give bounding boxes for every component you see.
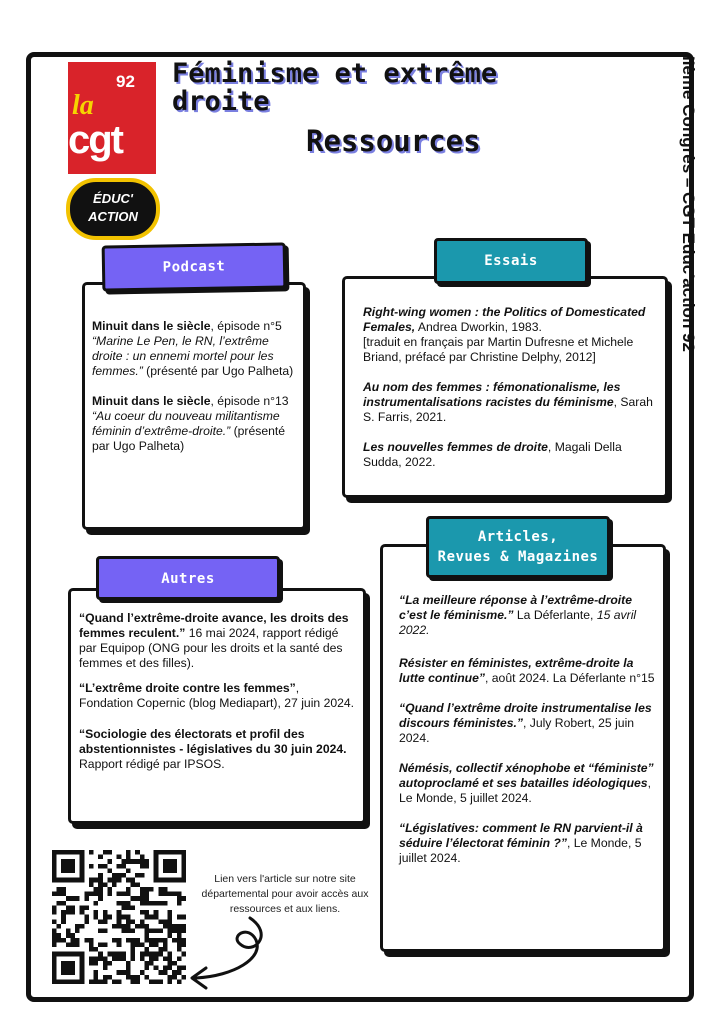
page-title: Féminisme et extrême droite	[172, 58, 498, 117]
tab-articles-line2: Revues & Magazines	[437, 549, 599, 565]
tab-autres: Autres	[96, 556, 280, 600]
autre-item	[79, 727, 355, 772]
cgt-educaction-logo	[60, 60, 160, 240]
side-banner-text: IIème Congrès – CGT Educ'action 92	[679, 56, 698, 352]
article-detail: , Le Monde, 5 juillet 2024.	[399, 836, 642, 865]
logo-cgt: cgt	[68, 118, 122, 162]
article-date: 15 avril 2022.	[399, 608, 637, 637]
logo-number: 92	[116, 72, 135, 91]
essai-item	[363, 380, 655, 425]
podcast-detail: , épisode n°5	[210, 319, 282, 333]
qr-caption: Lien vers l'article sur notre site départemental pour avoir accès aux ressources et aux liens.	[201, 873, 369, 915]
side-banner	[676, 56, 698, 386]
article-detail: , août 2024. La Déferlante n°15	[485, 671, 655, 685]
podcast-item	[92, 394, 295, 454]
podcast-credit: (présenté par Ugo Palheta)	[142, 364, 294, 378]
article-title: “Législatives: comment le RN parvient-il à séduire l’électorat féminin ?”	[399, 821, 643, 850]
tab-articles-line1: Articles,	[477, 529, 559, 545]
article-title: Némésis, collectif xénophobe et “féministe” autoproclamé et ses batailles idéologiques	[399, 761, 654, 790]
essai-title: Right-wing women : the Politics of Domesticated Females,	[363, 305, 646, 334]
podcast-title: Minuit dans le siècle	[92, 394, 211, 408]
article-detail: La Déferlante,	[513, 608, 597, 622]
tab-podcast: Podcast	[102, 242, 287, 291]
logo-educ: ÉDUC'	[93, 191, 133, 206]
podcast-quote: “Marine Le Pen, le RN, l’extrême droite : un ennemi mortel pour les femmes.”	[92, 334, 274, 378]
essai-item	[363, 440, 655, 470]
essai-item	[363, 305, 655, 365]
autre-detail: 16 mai 2024, rapport rédigé par Equipop (ONG pour les droits et la santé des femmes et des filles).	[79, 626, 343, 670]
article-title: Résister en féministes, extrême-droite la lutte continue”	[399, 656, 634, 685]
autre-detail: Rapport rédigé par IPSOS.	[79, 757, 225, 771]
article-item	[399, 701, 655, 746]
autre-detail: , Fondation Copernic (blog Mediapart), 27 juin 2024.	[79, 681, 355, 710]
article-item	[399, 821, 655, 866]
curly-arrow-icon	[184, 914, 284, 994]
articles-card	[380, 544, 666, 952]
article-detail: , July Robert, 25 juin 2024.	[399, 716, 635, 745]
autre-item	[79, 681, 355, 711]
podcast-detail: , épisode n°13	[210, 394, 289, 408]
autres-card	[68, 588, 366, 824]
podcast-item	[92, 319, 295, 379]
logo-la: la	[72, 90, 94, 121]
essai-detail: , Magali Della Sudda, 2022.	[363, 440, 622, 469]
article-detail: , Le Monde, 5 juillet 2024.	[399, 776, 651, 805]
article-item	[399, 593, 655, 638]
podcast-card	[82, 282, 306, 530]
essai-detail: Andrea Dworkin, 1983.	[415, 320, 542, 334]
podcast-credit: (présenté par Ugo Palheta)	[92, 424, 286, 453]
article-title: “Quand l’extrême droite instrumentalise les discours féministes.”	[399, 701, 652, 730]
essai-detail: , Sarah S. Farris, 2021.	[363, 395, 653, 424]
article-item	[399, 761, 655, 806]
essais-card	[342, 276, 668, 498]
autre-title: “L’extrême droite contre les femmes”	[79, 681, 296, 695]
autre-item	[79, 611, 355, 671]
podcast-quote: “Au coeur du nouveau militantisme féminin d’extrême-droite.”	[92, 409, 280, 438]
tab-articles	[426, 516, 610, 578]
tab-essais: Essais	[434, 238, 588, 284]
qr-code[interactable]	[52, 850, 186, 984]
podcast-title: Minuit dans le siècle	[92, 319, 211, 333]
essai-title: Au nom des femmes : fémonationalisme, les instrumentalisations racistes du féminisme	[363, 380, 621, 409]
autre-title: “Sociologie des électorats et profil des abstentionnistes - législatives du 30 juin 2024.	[79, 727, 347, 756]
logo-action: ACTION	[88, 209, 138, 224]
logo-educaction	[66, 178, 160, 240]
autre-title: “Quand l’extrême-droite avance, les droits des femmes reculent.”	[79, 611, 349, 640]
essai-title: Les nouvelles femmes de droite	[363, 440, 548, 454]
essai-extra: [traduit en français par Martin Dufresne et Michele Briand, préfacé par Christine Delphy, 2012]	[363, 335, 634, 364]
article-item	[399, 656, 655, 686]
article-title: “La meilleure réponse à l’extrême-droite c’est le féminisme.”	[399, 593, 633, 622]
page-subtitle: Ressources	[306, 124, 481, 158]
